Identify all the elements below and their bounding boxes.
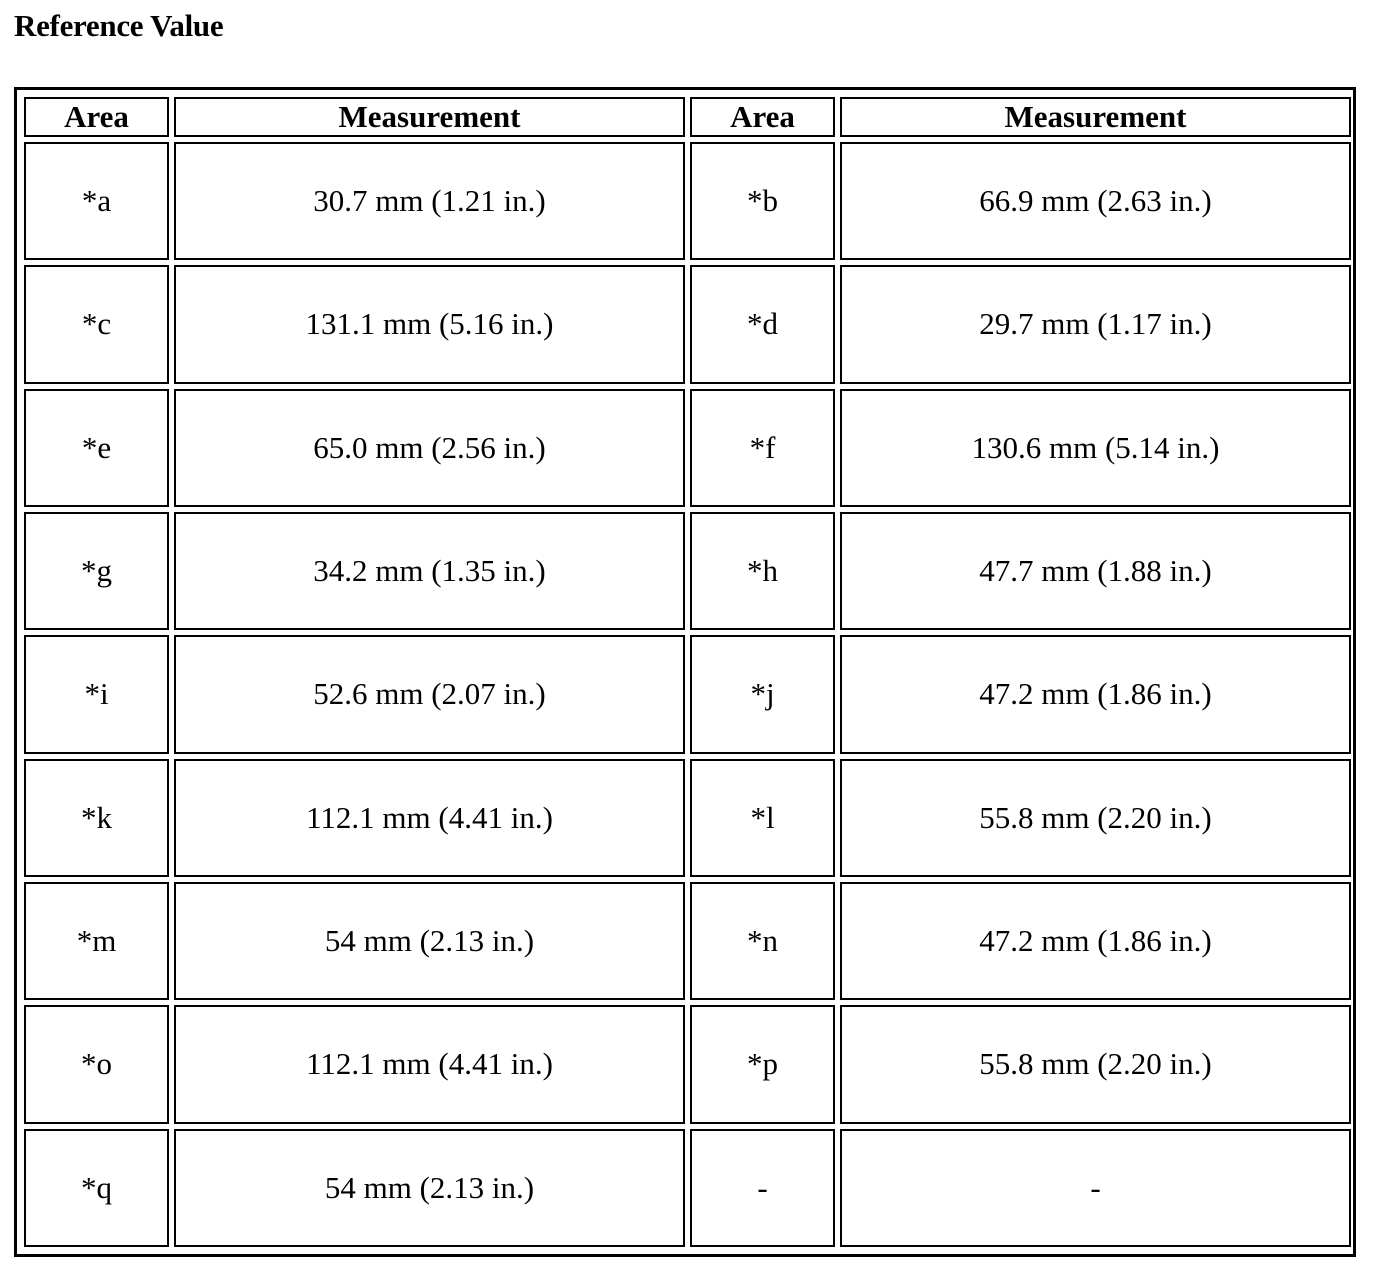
reference-table-frame	[14, 87, 1356, 1257]
measurement-cell: 130.6 mm (5.14 in.)	[840, 389, 1351, 507]
measurement-cell: 54 mm (2.13 in.)	[174, 1129, 685, 1247]
measurement-cell: 131.1 mm (5.16 in.)	[174, 265, 685, 383]
reference-value-table	[19, 92, 1356, 1252]
measurement-cell: 34.2 mm (1.35 in.)	[174, 512, 685, 630]
area-cell: *n	[690, 882, 835, 1000]
header-area: Area	[24, 97, 169, 137]
header-measurement: Measurement	[840, 97, 1351, 137]
measurement-cell: 52.6 mm (2.07 in.)	[174, 635, 685, 753]
table-row	[24, 1005, 1351, 1123]
area-cell: *e	[24, 389, 169, 507]
header-area: Area	[690, 97, 835, 137]
area-cell: *p	[690, 1005, 835, 1123]
area-cell: *o	[24, 1005, 169, 1123]
area-cell: -	[690, 1129, 835, 1247]
area-cell: *q	[24, 1129, 169, 1247]
area-cell: *m	[24, 882, 169, 1000]
area-cell: *a	[24, 142, 169, 260]
area-cell: *k	[24, 759, 169, 877]
area-cell: *j	[690, 635, 835, 753]
measurement-cell: 54 mm (2.13 in.)	[174, 882, 685, 1000]
area-cell: *l	[690, 759, 835, 877]
table-row	[24, 265, 1351, 383]
page-title: Reference Value	[14, 8, 224, 43]
table-row	[24, 1129, 1351, 1247]
area-cell: *g	[24, 512, 169, 630]
measurement-cell: 29.7 mm (1.17 in.)	[840, 265, 1351, 383]
area-cell: *h	[690, 512, 835, 630]
measurement-cell: 47.7 mm (1.88 in.)	[840, 512, 1351, 630]
measurement-cell: 47.2 mm (1.86 in.)	[840, 882, 1351, 1000]
table-row	[24, 142, 1351, 260]
table-row	[24, 882, 1351, 1000]
table-row	[24, 389, 1351, 507]
measurement-cell: 55.8 mm (2.20 in.)	[840, 759, 1351, 877]
area-cell: *b	[690, 142, 835, 260]
table-row	[24, 512, 1351, 630]
measurement-cell: 55.8 mm (2.20 in.)	[840, 1005, 1351, 1123]
area-cell: *c	[24, 265, 169, 383]
measurement-cell: 66.9 mm (2.63 in.)	[840, 142, 1351, 260]
table-row	[24, 635, 1351, 753]
measurement-cell: -	[840, 1129, 1351, 1247]
measurement-cell: 112.1 mm (4.41 in.)	[174, 1005, 685, 1123]
measurement-cell: 47.2 mm (1.86 in.)	[840, 635, 1351, 753]
area-cell: *f	[690, 389, 835, 507]
measurement-cell: 112.1 mm (4.41 in.)	[174, 759, 685, 877]
area-cell: *d	[690, 265, 835, 383]
measurement-cell: 30.7 mm (1.21 in.)	[174, 142, 685, 260]
table-header-row	[24, 97, 1351, 137]
table-row	[24, 759, 1351, 877]
measurement-cell: 65.0 mm (2.56 in.)	[174, 389, 685, 507]
area-cell: *i	[24, 635, 169, 753]
header-measurement: Measurement	[174, 97, 685, 137]
